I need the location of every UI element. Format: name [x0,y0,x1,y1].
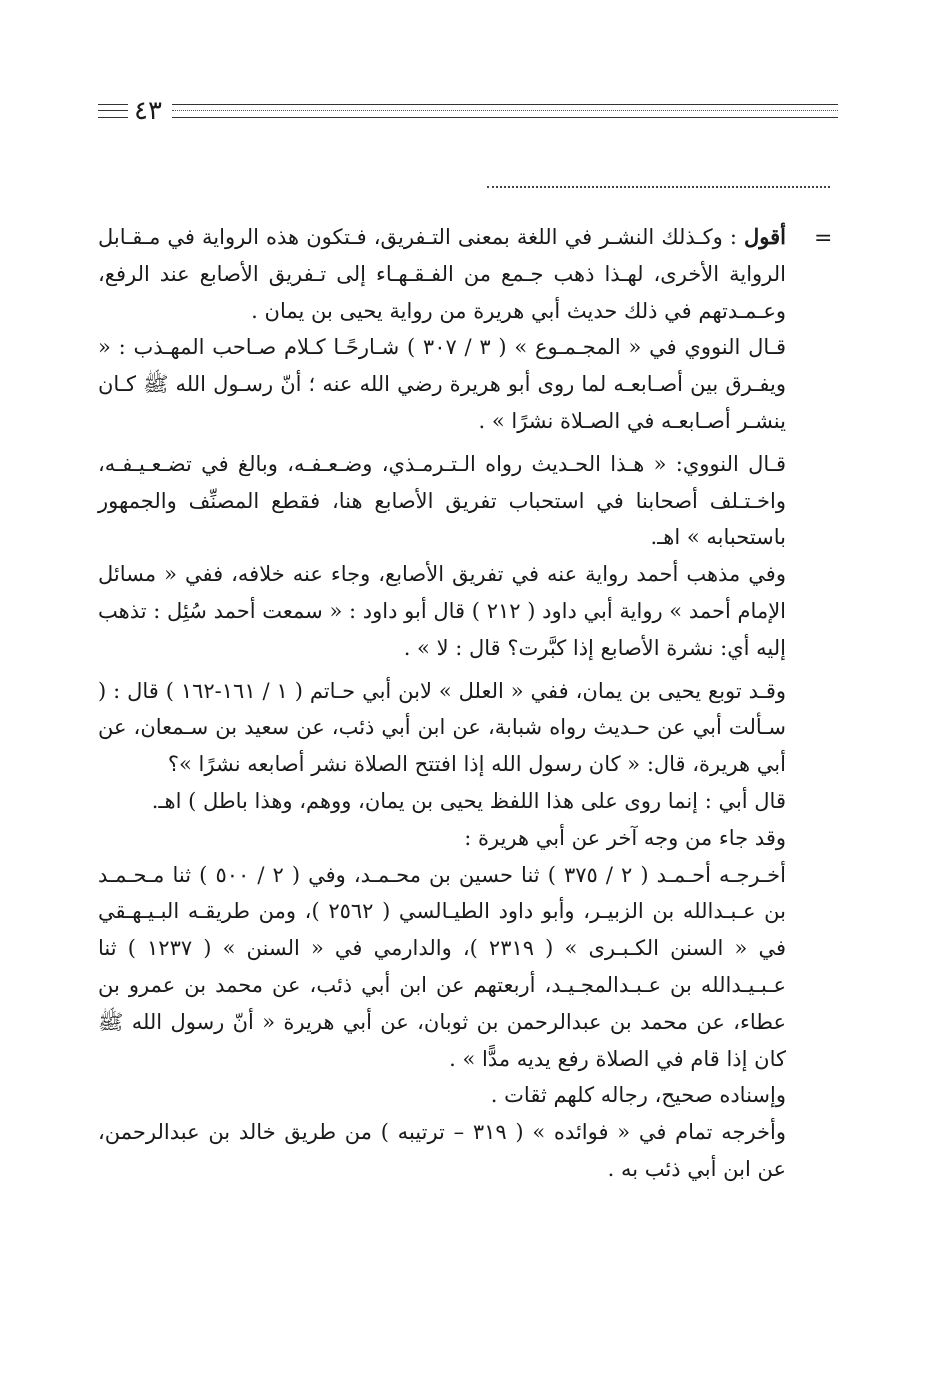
header-rule-short [98,104,128,118]
lead-word: أقول [744,224,786,249]
page-number: ٤٣ [134,96,162,126]
paragraph-9: وإسناده صحيح، رجاله كلهم ثقات . [490,1083,786,1108]
paragraph-5: وقـد توبع يحيى بن يمان، ففي « العلل » لابن أبي حـاتم ( ١ / ١٦١-١٦٢ ) قال : ( سـألت أبي عن حـديث رواه شبابة، عن ابن أبي ذئب، عن سعيد بن سـمعان، عن أبي هريرة، قال: « كان رسول الله إذا افتتح الصلاة نشر أصابعه نشرًا »؟ [98,678,786,777]
paragraph-4: وفي مذهب أحمد رواية عنه في تفريق الأصابع، وجاء عنه خلافه، ففي « مسائل الإمام أحمد » رواية أبي داود ( ٢١٢ ) قال أبو داود : « سمعت أحمد سُئِل : تذهب إليه أي: نشرة الأصابع إذا كبَّرت؟ قال : لا » . [98,562,787,660]
paragraph-1-text: : وكـذلك النشـر في اللغة بمعنى التـفريق، فـتكون هذه الرواية في مـقـابل الرواية الأخرى، لهـذا ذهب جـمع من الفـقـهـاء إلى تـفريق الأصابع عند الرفع، وعـمـدتهم في ذلك حديث أبي هريرة من رواية يحيى بن يمان . [98,225,786,323]
running-header [90,96,838,126]
paragraph-3: قـال النووي: « هـذا الحـديث رواه الـتـرمـذي، وضـعـفـه، وبالغ في تضـعـيـفـه، واخـتـلف أصحابنا في استحباب تفريق الأصابع هنا، فقطع المصنِّف والجمهور باستحبابه » اهـ. [98,451,786,550]
dotted-separator [487,186,830,188]
paragraph-10: وأخرجه تمام في « فوائده » ( ٣١٩ – ترتيبه ) من طريق خالد بن عبدالرحمن، عن ابن أبي ذئب به . [98,1120,786,1181]
main-text [98,219,786,1188]
paragraph-1 [98,219,786,329]
paragraph-7: وقد جاء من وجه آخر عن أبي هريرة : [464,825,786,850]
paragraph-8: أخـرجـه أحـمـد ( ٢ / ٣٧٥ ) ثنا حسين بن محـمـد، وفي ( ٢ / ٥٠٠ ) ثنا مـحـمـد بن عـبـدالله بن الزبيـر، وأبو داود الطيـالسي ( ٢٥٦٢ )، ومن طريقـه البـيـهـقي في « السنن الكـبـرى » ( ٢٣١٩ )، والدارمي في « السنن » ( ١٢٣٧ ) ثنا عـبـيـدالله بن عـبـدالمجـيـد، أربعتهم عن ابن أبي ذئب، عن محمد بن عمرو بن عطاء، عن محمد بن عبدالرحمن بن ثوبان، عن أبي هريرة « أنّ رسول الله ﷺ كان إذا قام في الصلاة رفع يديه مدًّا » . [98,862,786,1071]
continuation-mark: = [814,226,833,251]
header-rule-long [172,104,838,118]
paragraph-2: قـال النووي في « المجـمـوع » ( ٣ / ٣٠٧ ) شـارحًـا كـلام صـاحب المهـذب : « ويفـرق بين أصـابعـه لما روى أبو هريرة رضي الله عنه ؛ أنّ رسـول الله ﷺ كـان ينشـر أصـابعـه في الصـلاة نشرًا » . [98,335,786,433]
paragraph-6: قال أبي : إنما روى على هذا اللفظ يحيى بن يمان، ووهم، وهذا باطل ) اهـ. [151,788,786,813]
